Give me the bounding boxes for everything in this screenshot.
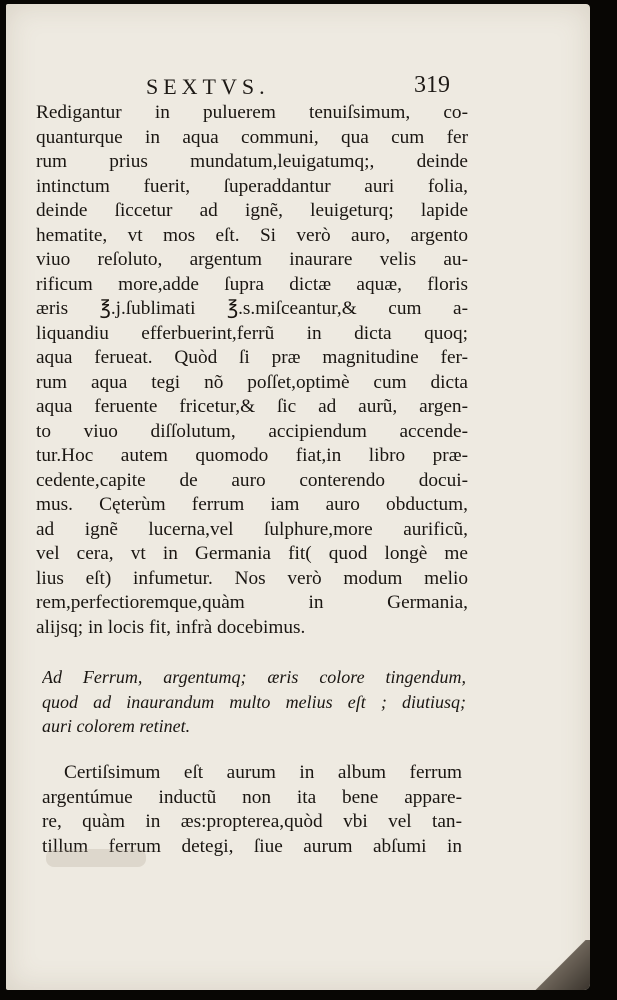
- page-header: [6, 74, 590, 102]
- text-line: re, quàm in æs:propterea,quòd vbi vel tan-: [42, 811, 462, 832]
- text-line: aqua ferueat. Quòd ſi præ magnitudine fer-: [36, 347, 468, 368]
- section-heading: [42, 665, 466, 739]
- text-line: lius eſt) infumetur. Nos verò modum melio: [36, 567, 468, 589]
- page-number: 319: [414, 72, 450, 98]
- text-line: rum aqua tegi nõ poſſet,optimè cum dicta: [36, 371, 468, 393]
- ink-smudge: [46, 849, 146, 867]
- text-line: tillum ferrum detegi, ſiue aurum abſumi in: [42, 835, 462, 857]
- text-line: aqua feruente fricetur,& ſic ad aurũ, argen-: [36, 396, 468, 417]
- text-line: liquandiu efferbuerint,ferrũ in dicta quoq;: [36, 322, 468, 344]
- heading-line: auri colorem retinet.: [42, 716, 191, 736]
- folded-corner: [530, 940, 590, 990]
- main-paragraph: [36, 101, 468, 640]
- text-line: quanturque in aqua communi, qua cum fer: [36, 126, 468, 148]
- text-line: rum prius mundatum,leuigatumq;, deinde: [36, 151, 468, 172]
- text-line: hematite, vt mos eſt. Si verò auro, argento: [36, 224, 468, 246]
- heading-line: quod ad inaurandum multo melius eſt ; diutiusq;: [42, 691, 466, 712]
- book-page: [6, 4, 590, 990]
- text-line: intinctum fuerit, ſuperaddantur auri folia,: [36, 175, 468, 197]
- second-paragraph: [42, 761, 462, 859]
- text-line: Certiſsimum eſt aurum in album ferrum: [64, 762, 462, 783]
- text-line: cedente,capite de auro conterendo docui-: [36, 469, 468, 491]
- text-line: vel cera, vt in Germania fit( quod longè me: [36, 543, 468, 564]
- text-line: viuo reſoluto, argentum inaurare velis au-: [36, 249, 468, 270]
- text-line: deinde ſiccetur ad ignẽ, leuigeturq; lapide: [36, 200, 468, 221]
- text-line: rificum more,adde ſupra dictæ aquæ, floris: [36, 273, 468, 295]
- text-line: to viuo diſſolutum, accipiendum accende-: [36, 420, 468, 442]
- text-line: argentúmue inductũ non ita bene appare-: [42, 786, 462, 808]
- text-line: tur.Hoc autem quomodo fiat,in libro præ-: [36, 445, 468, 466]
- text-line: ad ignẽ lucerna,vel ſulphure,more aurificũ,: [36, 518, 468, 540]
- text-line: mus. Cęterùm ferrum iam auro obductum,: [36, 494, 468, 515]
- text-line: rem,perfectioremque,quàm in Germania,: [36, 592, 468, 613]
- heading-line: Ad Ferrum, argentumq; æris colore tingendum,: [42, 667, 466, 687]
- text-line: alijsq; in locis fit, infrà docebimus.: [36, 616, 306, 638]
- text-line: æris ℥.j.ſublimati ℥.s.miſceantur,& cum a-: [36, 298, 468, 319]
- text-line: Redigantur in puluerem tenuiſsimum, co-: [36, 102, 468, 123]
- running-head: SEXTVS.: [146, 74, 270, 99]
